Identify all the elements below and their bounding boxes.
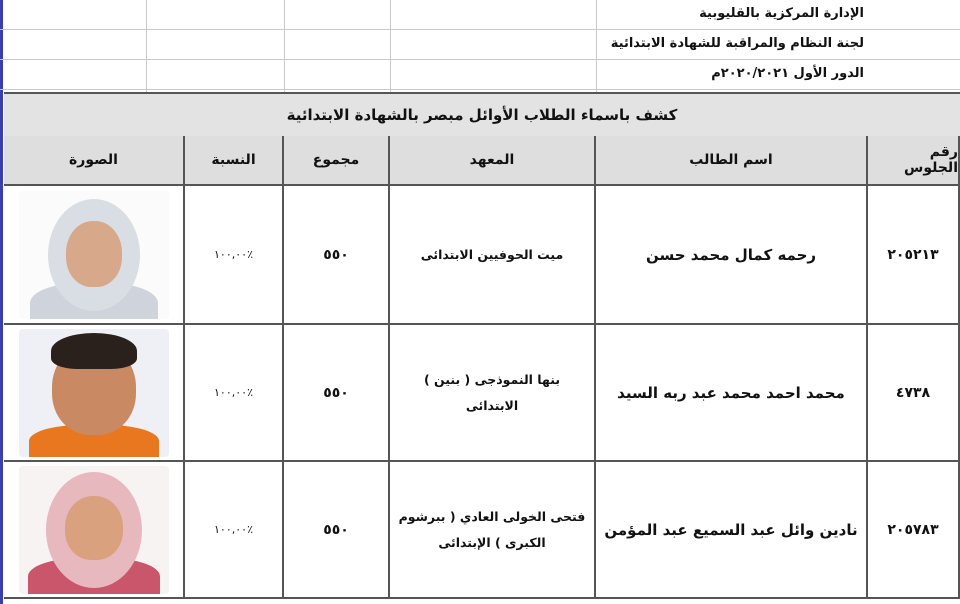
- grid-line: [0, 59, 960, 60]
- percent-cell: ٪١٠٠,٠٠: [185, 186, 284, 325]
- photo-cell: [4, 462, 185, 599]
- percent-cell: ٪١٠٠,٠٠: [185, 462, 284, 599]
- photo-cell: [4, 186, 185, 325]
- grid-line: [284, 0, 285, 92]
- col-header-student: اسم الطالب: [596, 136, 868, 186]
- col-header-percent: النسبة: [185, 136, 284, 186]
- col-header-total: مجموع: [284, 136, 390, 186]
- student-photo: [19, 329, 169, 457]
- header-line-2: لجنة النظام والمراقبة للشهادة الابتدائية: [610, 36, 864, 51]
- total-cell: ٥٥٠: [284, 325, 390, 462]
- student-name-cell: محمد احمد محمد عبد ربه السيد: [596, 325, 868, 462]
- student-name-cell: رحمه كمال محمد حسن: [596, 186, 868, 325]
- window-edge: [0, 0, 3, 604]
- seat-number-cell: ٢٠٥٧٨٣: [868, 462, 960, 599]
- school-cell: بنها النموذجى ( بنين ) الابتدائى: [390, 325, 596, 462]
- col-header-school: المعهد: [390, 136, 596, 186]
- photo-cell: [4, 325, 185, 462]
- col-header-seat: رقم الجلوس: [868, 136, 960, 186]
- header-line-1: الإدارة المركزية بالقليوبية: [699, 6, 864, 21]
- grid-line: [390, 0, 391, 92]
- student-name-cell: نادين وائل عبد السميع عبد المؤمن: [596, 462, 868, 599]
- header-line-3: الدور الأول ٢٠٢٠/٢٠٢١م: [711, 66, 864, 81]
- school-cell: ميت الحوفيين الابتدائى: [390, 186, 596, 325]
- school-cell: فتحى الخولى العادي ( ببرشوم الكبرى ) الإبتدائى: [390, 462, 596, 599]
- student-photo: [19, 191, 169, 319]
- total-cell: ٥٥٠: [284, 462, 390, 599]
- title-banner: [4, 92, 960, 138]
- seat-number-cell: ٢٠٥٢١٣: [868, 186, 960, 325]
- banner-title: كشف باسماء الطلاب الأوائل مبصر بالشهادة الابتدائية: [286, 106, 678, 124]
- total-cell: ٥٥٠: [284, 186, 390, 325]
- grid-line: [0, 29, 960, 30]
- seat-number-cell: ٤٧٣٨: [868, 325, 960, 462]
- percent-cell: ٪١٠٠,٠٠: [185, 325, 284, 462]
- grid-line: [596, 0, 597, 92]
- col-header-photo: الصورة: [4, 136, 185, 186]
- grid-line: [146, 0, 147, 92]
- student-photo: [19, 466, 169, 594]
- grid-line: [0, 89, 960, 90]
